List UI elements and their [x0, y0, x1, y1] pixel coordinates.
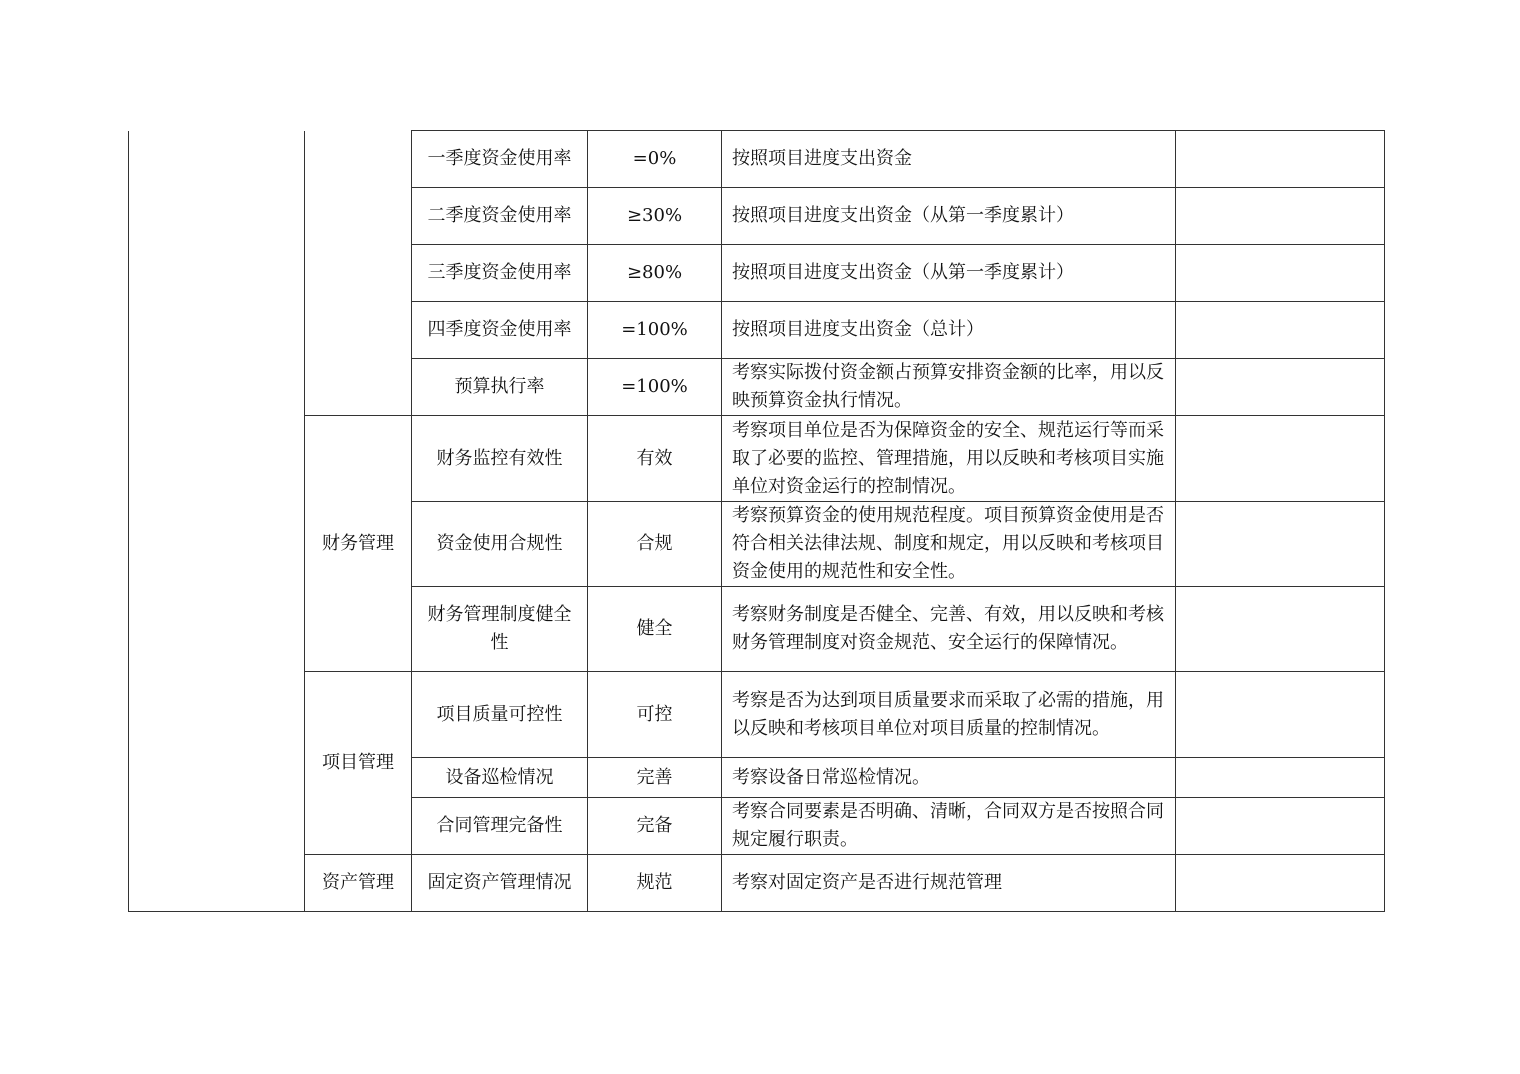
- level2-cell: [305, 131, 412, 416]
- remark-cell: [1176, 855, 1385, 912]
- remark-cell: [1176, 587, 1385, 672]
- description-cell: 按照项目进度支出资金: [722, 131, 1176, 188]
- indicator-cell: 固定资产管理情况: [412, 855, 588, 912]
- target-value-cell: 合规: [588, 502, 722, 587]
- description-cell: 按照项目进度支出资金（从第一季度累计）: [722, 245, 1176, 302]
- remark-cell: [1176, 245, 1385, 302]
- remark-cell: [1176, 359, 1385, 416]
- description-cell: 考察设备日常巡检情况。: [722, 758, 1176, 798]
- target-value-cell: =100%: [588, 302, 722, 359]
- indicator-cell: 资金使用合规性: [412, 502, 588, 587]
- remark-cell: [1176, 758, 1385, 798]
- indicator-cell: 二季度资金使用率: [412, 188, 588, 245]
- target-value-cell: ≥30%: [588, 188, 722, 245]
- target-value-cell: 可控: [588, 672, 722, 758]
- target-value-cell: 完善: [588, 758, 722, 798]
- target-value-cell: 规范: [588, 855, 722, 912]
- target-value-cell: 有效: [588, 416, 722, 502]
- target-value-cell: =0%: [588, 131, 722, 188]
- remark-cell: [1176, 798, 1385, 855]
- target-value-cell: ≥80%: [588, 245, 722, 302]
- description-cell: 考察合同要素是否明确、清晰，合同双方是否按照合同规定履行职责。: [722, 798, 1176, 855]
- table-row: [129, 416, 1385, 502]
- table-row: [129, 672, 1385, 758]
- indicator-cell: 预算执行率: [412, 359, 588, 416]
- indicator-cell: 项目质量可控性: [412, 672, 588, 758]
- indicator-cell: 三季度资金使用率: [412, 245, 588, 302]
- description-cell: 考察是否为达到项目质量要求而采取了必需的措施，用以反映和考核项目单位对项目质量的控制情况。: [722, 672, 1176, 758]
- indicator-cell: 财务监控有效性: [412, 416, 588, 502]
- description-cell: 考察预算资金的使用规范程度。项目预算资金使用是否符合相关法律法规、制度和规定，用以反映和考核项目资金使用的规范性和安全性。: [722, 502, 1176, 587]
- target-value-cell: 完备: [588, 798, 722, 855]
- remark-cell: [1176, 188, 1385, 245]
- target-value-cell: 健全: [588, 587, 722, 672]
- remark-cell: [1176, 416, 1385, 502]
- level1-cell: [129, 131, 305, 912]
- indicator-cell: 设备巡检情况: [412, 758, 588, 798]
- target-value-cell: =100%: [588, 359, 722, 416]
- indicator-cell: 合同管理完备性: [412, 798, 588, 855]
- description-cell: 考察项目单位是否为保障资金的安全、规范运行等而采取了必要的监控、管理措施，用以反映和考核项目实施单位对资金运行的控制情况。: [722, 416, 1176, 502]
- remark-cell: [1176, 131, 1385, 188]
- table-row: [129, 131, 1385, 188]
- description-cell: 考察财务制度是否健全、完善、有效，用以反映和考核财务管理制度对资金规范、安全运行的保障情况。: [722, 587, 1176, 672]
- indicator-cell: 一季度资金使用率: [412, 131, 588, 188]
- description-cell: 考察实际拨付资金额占预算安排资金额的比率，用以反映预算资金执行情况。: [722, 359, 1176, 416]
- table-row: [129, 855, 1385, 912]
- group-label-project: 项目管理: [305, 672, 412, 855]
- indicator-cell: 财务管理制度健全性: [412, 587, 588, 672]
- indicator-cell: 四季度资金使用率: [412, 302, 588, 359]
- remark-cell: [1176, 302, 1385, 359]
- group-label-asset: 资产管理: [305, 855, 412, 912]
- group-label-financial: 财务管理: [305, 416, 412, 672]
- indicator-table: [128, 130, 1385, 912]
- remark-cell: [1176, 502, 1385, 587]
- description-cell: 按照项目进度支出资金（从第一季度累计）: [722, 188, 1176, 245]
- description-cell: 考察对固定资产是否进行规范管理: [722, 855, 1176, 912]
- description-cell: 按照项目进度支出资金（总计）: [722, 302, 1176, 359]
- remark-cell: [1176, 672, 1385, 758]
